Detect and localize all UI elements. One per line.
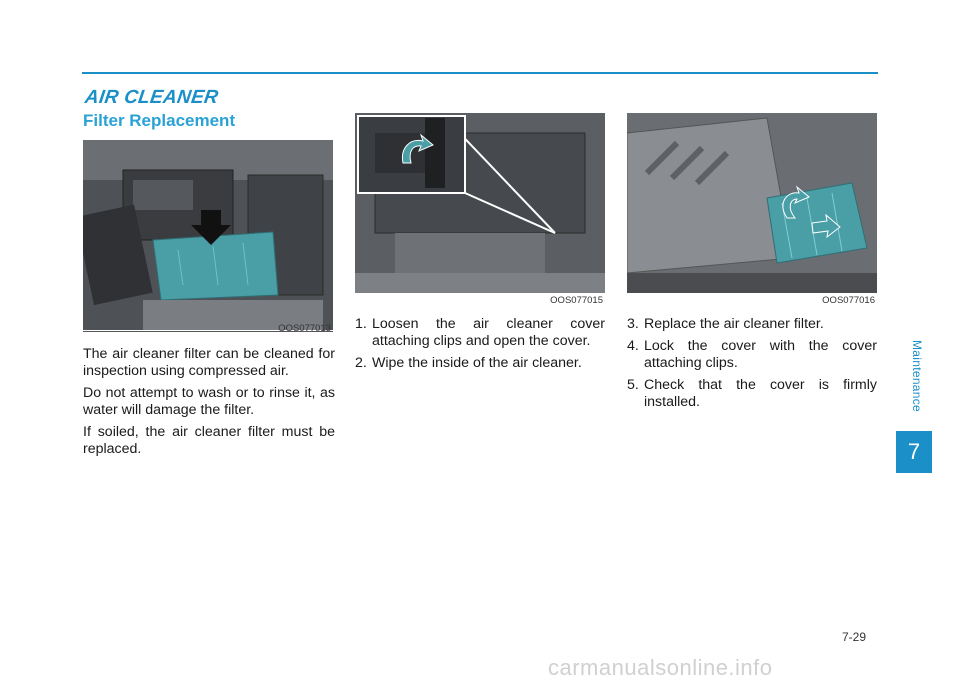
chapter-label: Maintenance	[910, 340, 924, 413]
step-number: 5.	[627, 377, 639, 393]
step-number: 1.	[355, 316, 367, 332]
step-number: 4.	[627, 338, 639, 354]
step-text: Check that the cover is firmly installed.	[644, 377, 877, 410]
paragraph: If soiled, the air cleaner filter must be replaced.	[83, 424, 335, 457]
top-rule	[82, 72, 878, 74]
column-2-steps	[355, 316, 605, 377]
step-number: 2.	[355, 355, 367, 371]
figure-1-caption: OOS077013	[278, 323, 331, 334]
engine-bay-illustration	[83, 140, 333, 330]
step-item	[627, 338, 877, 372]
column-1-text	[83, 346, 335, 463]
step-item	[627, 377, 877, 411]
paragraph: The air cleaner filter can be cleaned for inspection using compressed air.	[83, 346, 335, 379]
cover-clip-illustration	[355, 113, 605, 293]
watermark: carmanualsonline.info	[548, 655, 773, 680]
step-text: Wipe the inside of the air cleaner.	[372, 355, 582, 371]
figure-3-caption: OOS077016	[627, 294, 877, 308]
step-text: Replace the air cleaner filter.	[644, 316, 824, 332]
step-item	[627, 316, 877, 333]
step-item	[355, 316, 605, 350]
figure-3-photo	[627, 113, 877, 293]
figure-2-caption: OOS077015	[355, 294, 605, 308]
subtitle: Filter Replacement	[83, 111, 236, 130]
section-title: AIR CLEANER	[83, 87, 220, 108]
paragraph: Do not attempt to wash or to rinse it, as water will damage the filter.	[83, 385, 335, 418]
step-item	[355, 355, 605, 372]
step-text: Loosen the air cleaner cover attaching clips and open the cover.	[372, 316, 605, 349]
step-text: Lock the cover with the cover attaching clips.	[644, 338, 877, 371]
chapter-tab: 7	[896, 431, 932, 473]
figure-2-photo	[355, 113, 605, 293]
page-number: 7-29	[842, 630, 867, 644]
column-3-steps	[627, 316, 877, 416]
filter-replacement-illustration	[627, 113, 877, 293]
figure-1-photo	[83, 140, 333, 330]
step-number: 3.	[627, 316, 639, 332]
